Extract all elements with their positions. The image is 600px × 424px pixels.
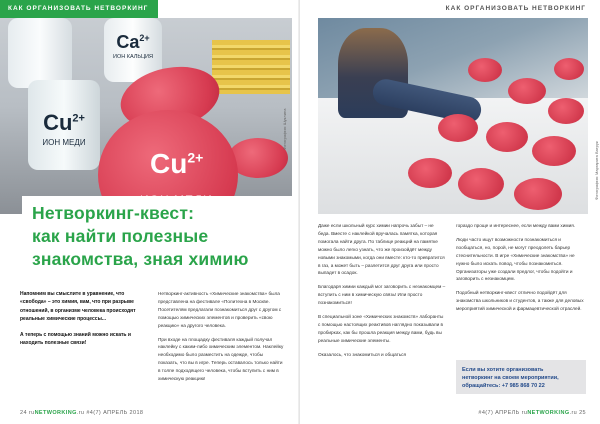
disc-formula: Cu (150, 148, 188, 179)
disc-formula-sup: 2+ (187, 149, 204, 166)
red-disc (548, 98, 584, 124)
body-paragraph: В специальной зоне «Химических знакомств» лаборанты с помощью настоящих реактивов наглядно показывали в пробирках, как бы прошла реакция между вами, будь вы реальные химические элементы. (318, 314, 444, 343)
issue-label: #4(7) АПРЕЛЬ 2018 (86, 410, 144, 416)
photo-credit: Фотография: Маргарита Ватрук (594, 141, 599, 200)
article-title (22, 196, 300, 275)
callout-line: нетворкинг на своем мероприятии, (462, 375, 559, 381)
red-disc (438, 114, 478, 142)
photo-credit: Фотография: Шуклина (282, 108, 287, 150)
body-column (158, 290, 284, 389)
body-paragraph: При входе на площадку фестиваля каждый получал наклейку с каким-либо химическим элементом. Наклейку необходимо было разместить на одежде, чтобы показать, что вы в игре. Теперь оставалось только найти в толпе подходящего человека, чтобы вступить с ним в химическую реакцию! (158, 336, 284, 382)
red-disc (468, 58, 502, 82)
red-disc (554, 58, 584, 80)
brand-prefix: ru (521, 410, 528, 416)
page-folio (20, 410, 143, 416)
photo-chemistry-cups (0, 18, 292, 214)
lead-text (20, 290, 140, 354)
brand-name: NETWORKING (34, 410, 77, 416)
body-paragraph: Оказалось, что знакомиться и общаться (318, 351, 407, 357)
lead-paragraph: Напомним вы смыслите в уравнение, что «свобода» – это химия, вам, что при разрыве отношений, в организме человека происходят реальные химические процессы... (20, 291, 136, 323)
red-disc (532, 136, 576, 166)
section-tag: КАК ОРГАНИЗОВАТЬ НЕТВОРКИНГ (445, 5, 586, 12)
body-paragraph: гораздо проще и интереснее, если между вами химия. (456, 223, 576, 228)
callout-line: Если вы хотите организовать (462, 367, 544, 373)
issue-label: #4(7) АПРЕЛЬ (478, 410, 520, 416)
red-disc (508, 78, 546, 104)
cup-formula-sup: 2+ (139, 33, 150, 43)
body-column (456, 222, 588, 319)
body-paragraph: Даже если школьный курс химии напрочь забыт – не беда. Вместе с наклейкой вручалась памятка, которая помогала найти друга. По таблице реакций на памятке можно было легко узнать, что же произойдёт между новыми знакомыми, когда они вместе: кто-то превратится в газ, а может быть – разлетится друг друга или просто выпадет в осадок. (318, 223, 445, 276)
cup-image (8, 18, 72, 88)
body-paragraph: Благодаря химии каждый мог заговорить с незнакомцем – вступить с ним в химическую связь! Или просто познакомиться! (318, 284, 446, 306)
red-disc (514, 178, 562, 210)
page-number: 24 (20, 410, 27, 416)
cup-formula: Cu (43, 110, 73, 135)
body-column (318, 222, 446, 365)
red-disc (408, 158, 452, 188)
section-tag: КАК ОРГАНИЗОВАТЬ НЕТВОРКИНГ (0, 0, 158, 18)
right-page (300, 0, 600, 424)
page-number: 25 (579, 410, 586, 416)
cup-label: ИОН МЕДИ (42, 138, 86, 147)
page-folio (478, 410, 586, 416)
title-line: как найти полезные (32, 226, 209, 246)
body-paragraph: Нетворкинг-активность «Химические знакомства» была представлена на фестивале «Политехна в Москве. Посетителям предлагали познакомиться друг с другом с помощью химических элементов и проверить «свою реакцию» на другого человека. (158, 291, 282, 328)
cup-label: ИОН КАЛЬЦИЯ (113, 54, 153, 60)
brand-suffix: .ru (569, 410, 578, 416)
cup-image (28, 80, 100, 170)
red-disc (486, 122, 528, 152)
body-paragraph: Люди часто ищут возможности познакомиться и пообщаться, но, порой, не могут преодолеть барьер стеснительности. В игре «Химические знакомства» не нужно было искать повод, чтобы познакомиться. Организаторы уже создали предлог, чтобы подойти и заговорить с незнакомцем. (456, 236, 575, 282)
title-line: знакомства, зная химию (32, 249, 249, 269)
books-stack (212, 40, 290, 94)
lead-paragraph: А теперь с помощью знаний можно искать и находить полезные связи! (20, 331, 131, 347)
cup-formula-sup: 2+ (72, 112, 85, 125)
cup-formula: Ca (116, 32, 140, 52)
red-disc (458, 168, 504, 200)
title-line: Нетворкинг-квест: (32, 203, 195, 223)
brand-prefix: ru (28, 410, 35, 416)
brand-suffix: .ru (76, 410, 85, 416)
body-paragraph: Подобный нетворкинг-квест отлично подойдёт для знакомства школьников и студентов, а также для деловых мероприятий химической и фармацевтической отраслей. (456, 290, 584, 312)
brand-name: NETWORKING (527, 410, 570, 416)
photo-festival (318, 18, 588, 214)
contact-callout (456, 360, 586, 394)
callout-phone: обращайтесь: +7 985 868 70 22 (462, 383, 545, 389)
